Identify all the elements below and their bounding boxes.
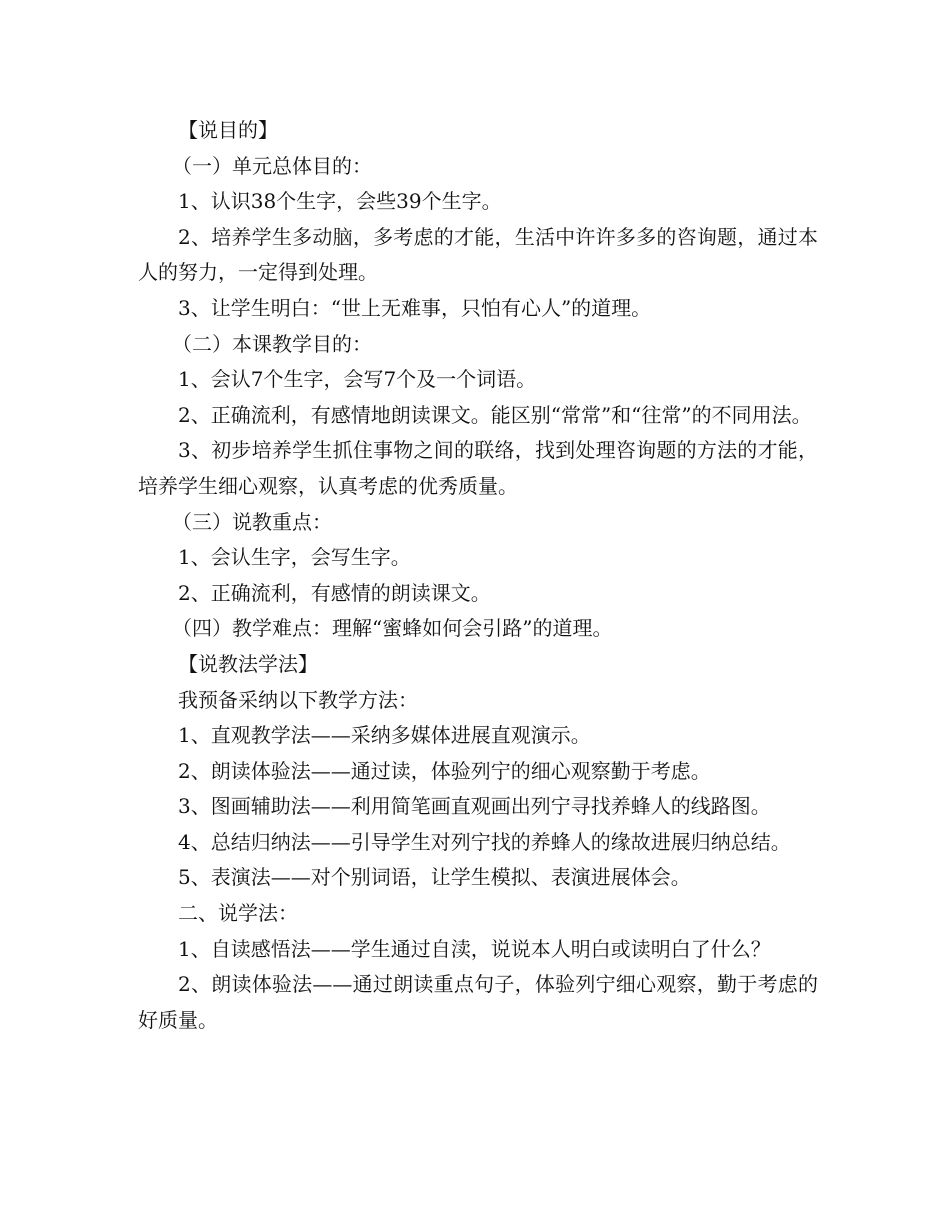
document-body [138,113,818,1038]
paragraph: 2、朗读体验法——通过朗读重点句子，体验列宁细心观察，勤于考虑的好质量。 [138,972,818,1032]
paragraph: 3、让学生明白：“世上无难事，只怕有心人”的道理。 [178,295,652,320]
subheading-lesson-objectives: （二）本课教学目的： [172,331,372,356]
paragraph: 1、自读感悟法——学生通过自渎，说说本人明白或读明白了什么？ [178,936,771,961]
subheading-unit-objectives: （一）单元总体目的： [172,153,372,178]
subheading-key-points: （三）说教重点： [172,509,332,534]
paragraph: 1、会认7个生字，会写7个及一个词语。 [178,367,537,392]
paragraph: 5、表演法——对个别词语，让学生模拟、表演进展体会。 [178,865,691,890]
paragraph: 2、正确流利，有感情的朗读课文。 [178,580,491,605]
paragraph: 3、初步培养学生抓住事物之间的联络，找到处理咨询题的方法的才能，培养学生细心观察，认真考虑的优秀质量。 [138,438,818,498]
paragraph: 我预备采纳以下教学方法： [178,687,418,712]
section-heading-objectives: 【说目的】 [178,118,278,142]
paragraph: 2、朗读体验法——通过读，体验列宁的细心观察勤于考虑。 [178,758,711,783]
section-heading-methods: 【说教法学法】 [178,651,318,676]
subheading-difficulty: （四）教学难点：理解“蜜蜂如何会引路”的道理。 [172,616,613,641]
paragraph: 1、会认生字，会写生字。 [178,545,411,570]
paragraph: 1、直观教学法——采纳多媒体进展直观演示。 [178,723,591,748]
paragraph: 4、总结归纳法——引导学生对列宁找的养蜂人的缘故进展归纳总结。 [178,829,791,854]
paragraph: 3、图画辅助法——利用简笔画直观画出列宁寻找养蜂人的线路图。 [178,794,771,819]
paragraph: 1、认识38个生字，会些39个生字。 [178,189,502,214]
paragraph: 2、正确流利，有感情地朗读课文。能区别“常常”和“往常”的不同用法。 [178,402,812,427]
subheading-learning-methods: 二、说学法： [178,901,298,926]
paragraph: 2、培养学生多动脑，多考虑的才能，生活中许许多多的咨询题，通过本人的努力，一定得到处理。 [138,224,818,285]
